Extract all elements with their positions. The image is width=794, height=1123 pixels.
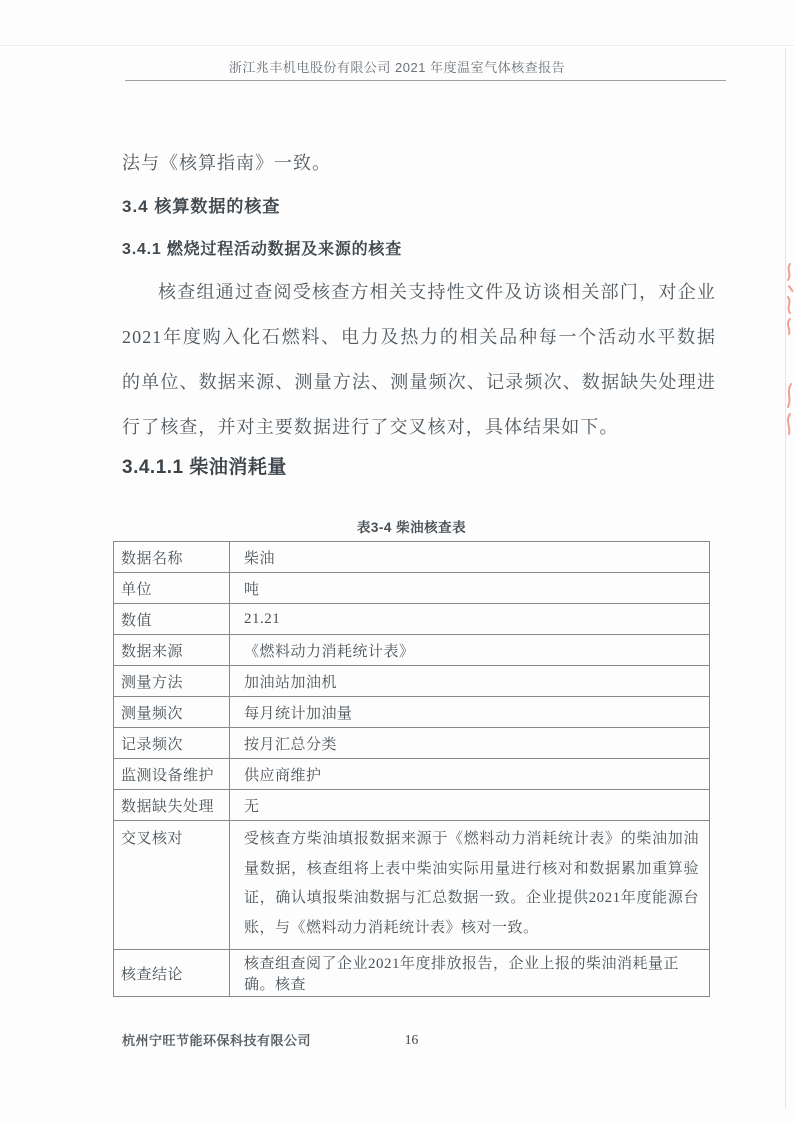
row-value: 柴油 (230, 542, 710, 573)
table-row-cross-check (114, 821, 710, 950)
row-label: 监测设备维护 (114, 759, 230, 790)
heading-3-4-1: 3.4.1 燃烧过程活动数据及来源的核查 (122, 241, 403, 258)
footer-company-name: 杭州宁旺节能环保科技有限公司 (122, 1033, 312, 1048)
header-rule (125, 80, 726, 81)
row-value: 受核查方柴油填报数据来源于《燃料动力消耗统计表》的柴油加油量数据，核查组将上表中柴油实际用量进行核对和数据累加重算验证，确认填报柴油数据与汇总数据一致。企业提供2021年度能源台账，与《燃料动力消耗统计表》核对一致。 (230, 821, 710, 950)
row-label: 数值 (114, 604, 230, 635)
row-label: 测量方法 (114, 666, 230, 697)
row-value: 无 (230, 790, 710, 821)
row-label: 测量频次 (114, 697, 230, 728)
red-edge-annotation (780, 258, 794, 448)
table-row (114, 635, 710, 666)
row-value: 21.21 (230, 604, 710, 635)
table-caption: 表3-4 柴油核查表 (356, 520, 467, 535)
row-value: 吨 (230, 573, 710, 604)
row-value: 核查组查阅了企业2021年度排放报告，企业上报的柴油消耗量正确。核查 (230, 950, 710, 997)
paragraph-continuation: 法与《核算指南》一致。 (122, 153, 331, 173)
row-label: 核查结论 (114, 950, 230, 997)
table-row (114, 542, 710, 573)
heading-3-4: 3.4 核算数据的核查 (122, 197, 281, 216)
row-label: 交叉核对 (114, 821, 230, 950)
table-row (114, 790, 710, 821)
row-value: 每月统计加油量 (230, 697, 710, 728)
heading-3-4-1-1: 3.4.1.1 柴油消耗量 (122, 457, 287, 478)
row-label: 记录频次 (114, 728, 230, 759)
row-label: 数据缺失处理 (114, 790, 230, 821)
row-value: 供应商维护 (230, 759, 710, 790)
page-number: 16 (404, 1032, 419, 1047)
diesel-verification-table (113, 541, 710, 997)
scan-artifact-line (0, 45, 794, 46)
table-row (114, 604, 710, 635)
scan-edge-line (785, 48, 786, 1108)
paragraph-3-4-1: 核查组通过查阅受核查方相关支持性文件及访谈相关部门，对企业2021年度购入化石燃料、电力及热力的相关品种每一个活动水平数据的单位、数据来源、测量方法、测量频次、记录频次、数据缺失处理进行了核查，并对主要数据进行了交叉核对，具体结果如下。 (122, 282, 716, 437)
table-row (114, 666, 710, 697)
row-value: 按月汇总分类 (230, 728, 710, 759)
table-row (114, 728, 710, 759)
table-row-conclusion (114, 950, 710, 997)
row-value: 《燃料动力消耗统计表》 (230, 635, 710, 666)
table-row (114, 573, 710, 604)
table-row (114, 697, 710, 728)
row-label: 数据来源 (114, 635, 230, 666)
row-value: 加油站加油机 (230, 666, 710, 697)
row-label: 单位 (114, 573, 230, 604)
table-row (114, 759, 710, 790)
row-label: 数据名称 (114, 542, 230, 573)
running-header-title: 浙江兆丰机电股份有限公司 2021 年度温室气体核查报告 (228, 60, 566, 75)
